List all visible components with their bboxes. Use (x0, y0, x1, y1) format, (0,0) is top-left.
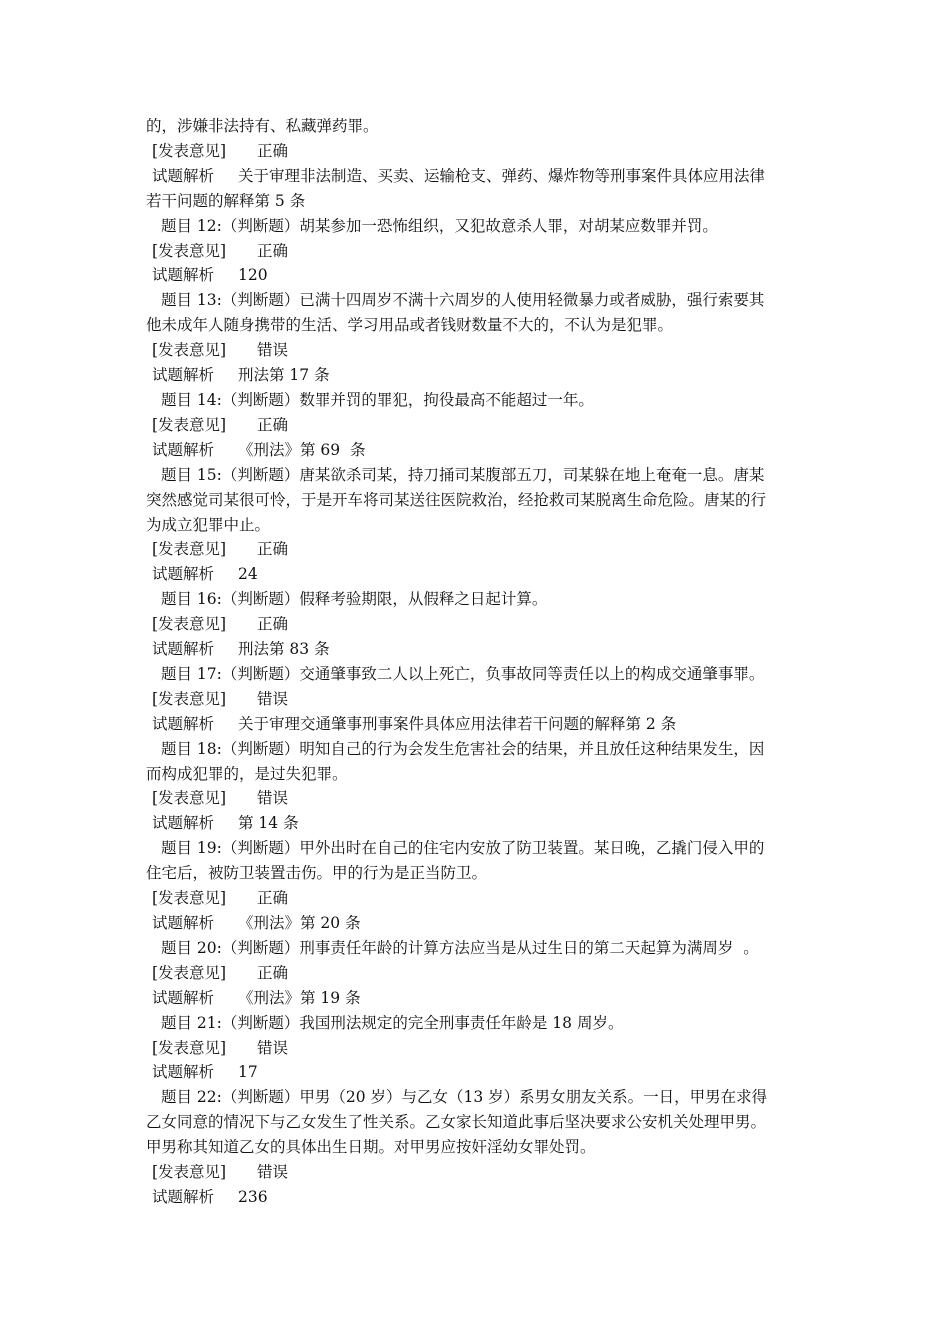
answer-opinion-line (146, 961, 811, 986)
question-line: 题目 14:（判断题）数罪并罚的罪犯，拘役最高不能超过一年。 (161, 390, 594, 409)
opinion-value: 正确 (257, 889, 289, 908)
question-line: 题目 19:（判断题）甲外出时在自己的住宅内安放了防卫装置。某日晚，乙撬门侵入甲的 (161, 839, 765, 858)
analysis-label: 试题解析 (152, 1063, 215, 1082)
opinion-tag: [发表意见] (152, 689, 227, 708)
analysis-label: 试题解析 (152, 814, 215, 833)
opinion-tag: [发表意见] (152, 241, 227, 260)
question-line: 题目 22:（判断题）甲男（20 岁）与乙女（13 岁）系男女朋友关系。一日，甲男在求得 (161, 1088, 768, 1107)
text-line: 若干问题的解释第 5 条 (146, 191, 306, 210)
analysis-line (146, 263, 811, 288)
analysis-label: 试题解析 (152, 166, 215, 185)
opinion-tag: [发表意见] (152, 1038, 227, 1057)
question-line: 题目 13:（判断题）已满十四周岁不满十六周岁的人使用轻微暴力或者威胁，强行索要其 (161, 291, 765, 310)
analysis-value: 刑法第 17 条 (238, 366, 330, 385)
question-line: 题目 20:（判断题）刑事责任年龄的计算方法应当是从过生日的第二天起算为满周岁 。 (161, 938, 759, 957)
analysis-value: 120 (238, 266, 268, 285)
analysis-line (146, 712, 811, 737)
opinion-value: 正确 (257, 415, 289, 434)
opinion-tag: [发表意见] (152, 1163, 227, 1182)
text-line: 甲男称其知道乙女的具体出生日期。对甲男应按奸淫幼女罪处罚。 (146, 1138, 596, 1157)
question-line: 题目 12:（判断题）胡某参加一恐怖组织，又犯故意杀人罪，对胡某应数罪并罚。 (161, 216, 718, 235)
analysis-line (146, 363, 811, 388)
analysis-line (146, 562, 811, 587)
analysis-label: 试题解析 (152, 565, 215, 584)
analysis-value: 刑法第 83 条 (238, 640, 330, 659)
analysis-label: 试题解析 (152, 914, 215, 932)
analysis-label: 试题解析 (152, 1187, 215, 1206)
opinion-tag: [发表意见] (152, 540, 227, 559)
opinion-value: 正确 (257, 141, 289, 160)
text-line: 突然感觉司某很可怜，于是开车将司某送往医院救治，经抢救司某脱离生命危险。唐某的行 (146, 490, 767, 509)
answer-opinion-line (146, 687, 811, 712)
analysis-value: 17 (238, 1063, 258, 1082)
opinion-tag: [发表意见] (152, 615, 227, 634)
opinion-tag: [发表意见] (152, 963, 227, 982)
text-line: 乙女同意的情况下与乙女发生了性关系。乙女家长知道此事后坚决要求公安机关处理甲男。 (146, 1113, 767, 1132)
question-line: 题目 17:（判断题）交通肇事致二人以上死亡，负事故同等责任以上的构成交通肇事罪。 (161, 664, 765, 683)
analysis-line (146, 1185, 811, 1210)
analysis-line (146, 811, 811, 836)
opinion-value: 错误 (257, 789, 289, 808)
answer-opinion-line (146, 239, 811, 264)
analysis-label: 试题解析 (152, 714, 215, 733)
answer-opinion-line (146, 139, 811, 164)
answer-opinion-line (146, 1036, 811, 1061)
opinion-value: 错误 (257, 689, 289, 708)
document-page (146, 114, 811, 1210)
opinion-tag: [发表意见] (152, 789, 227, 808)
question-line: 题目 18:（判断题）明知自己的行为会发生危害社会的结果，并且放任这种结果发生，因 (161, 739, 765, 758)
opinion-value: 正确 (257, 963, 289, 982)
analysis-line (146, 986, 811, 1011)
analysis-label: 试题解析 (152, 366, 215, 385)
analysis-value: 24 (238, 565, 258, 584)
opinion-value: 正确 (257, 241, 289, 260)
analysis-value: 236 (238, 1187, 268, 1206)
answer-opinion-line (146, 612, 811, 637)
opinion-value: 错误 (257, 1038, 289, 1057)
answer-opinion-line (146, 537, 811, 562)
text-line: 他未成年人随身携带的生活、学习用品或者钱财数量不大的，不认为是犯罪。 (146, 316, 674, 335)
analysis-line (146, 164, 811, 189)
analysis-label: 试题解析 (152, 988, 215, 1007)
opinion-value: 正确 (257, 615, 289, 634)
opinion-value: 正确 (257, 540, 289, 559)
answer-opinion-line (146, 338, 811, 363)
text-line: 而构成犯罪的，是过失犯罪。 (146, 764, 348, 783)
question-line: 题目 16:（判断题）假释考验期限，从假释之日起计算。 (161, 590, 548, 609)
analysis-value: 关于审理交通肇事刑事案件具体应用法律若干问题的解释第 2 条 (238, 714, 677, 733)
answer-opinion-line (146, 413, 811, 438)
opinion-tag: [发表意见] (152, 341, 227, 360)
analysis-line (146, 438, 811, 463)
analysis-label: 试题解析 (152, 640, 215, 659)
analysis-value: 《刑法》第 19 条 (238, 988, 361, 1007)
analysis-value: 第 14 条 (238, 814, 299, 833)
analysis-value: 关于审理非法制造、买卖、运输枪支、弹药、爆炸物等刑事案件具体应用法律 (238, 166, 766, 185)
analysis-value: 《刑法》第 69 条 (238, 440, 366, 459)
analysis-line (146, 911, 811, 936)
answer-opinion-line (146, 886, 811, 911)
opinion-tag: [发表意见] (152, 415, 227, 434)
opinion-tag: [发表意见] (152, 141, 227, 160)
text-line: 为成立犯罪中止。 (146, 515, 271, 534)
text-line: 住宅后，被防卫装置击伤。甲的行为是正当防卫。 (146, 864, 488, 883)
opinion-value: 错误 (257, 341, 289, 360)
analysis-value: 《刑法》第 20 条 (238, 914, 361, 932)
analysis-label: 试题解析 (152, 266, 215, 285)
opinion-tag: [发表意见] (152, 889, 227, 908)
answer-opinion-line (146, 786, 811, 811)
answer-opinion-line (146, 1160, 811, 1185)
analysis-line (146, 1060, 811, 1085)
opinion-value: 错误 (257, 1163, 289, 1182)
question-line: 题目 15:（判断题）唐某欲杀司某，持刀捅司某腹部五刀，司某躲在地上奄奄一息。唐某 (161, 465, 765, 484)
text-line: 的，涉嫌非法持有、私藏弹药罪。 (146, 117, 379, 135)
analysis-line (146, 637, 811, 662)
question-line: 题目 21:（判断题）我国刑法规定的完全刑事责任年龄是 18 周岁。 (161, 1013, 624, 1032)
analysis-label: 试题解析 (152, 440, 215, 459)
